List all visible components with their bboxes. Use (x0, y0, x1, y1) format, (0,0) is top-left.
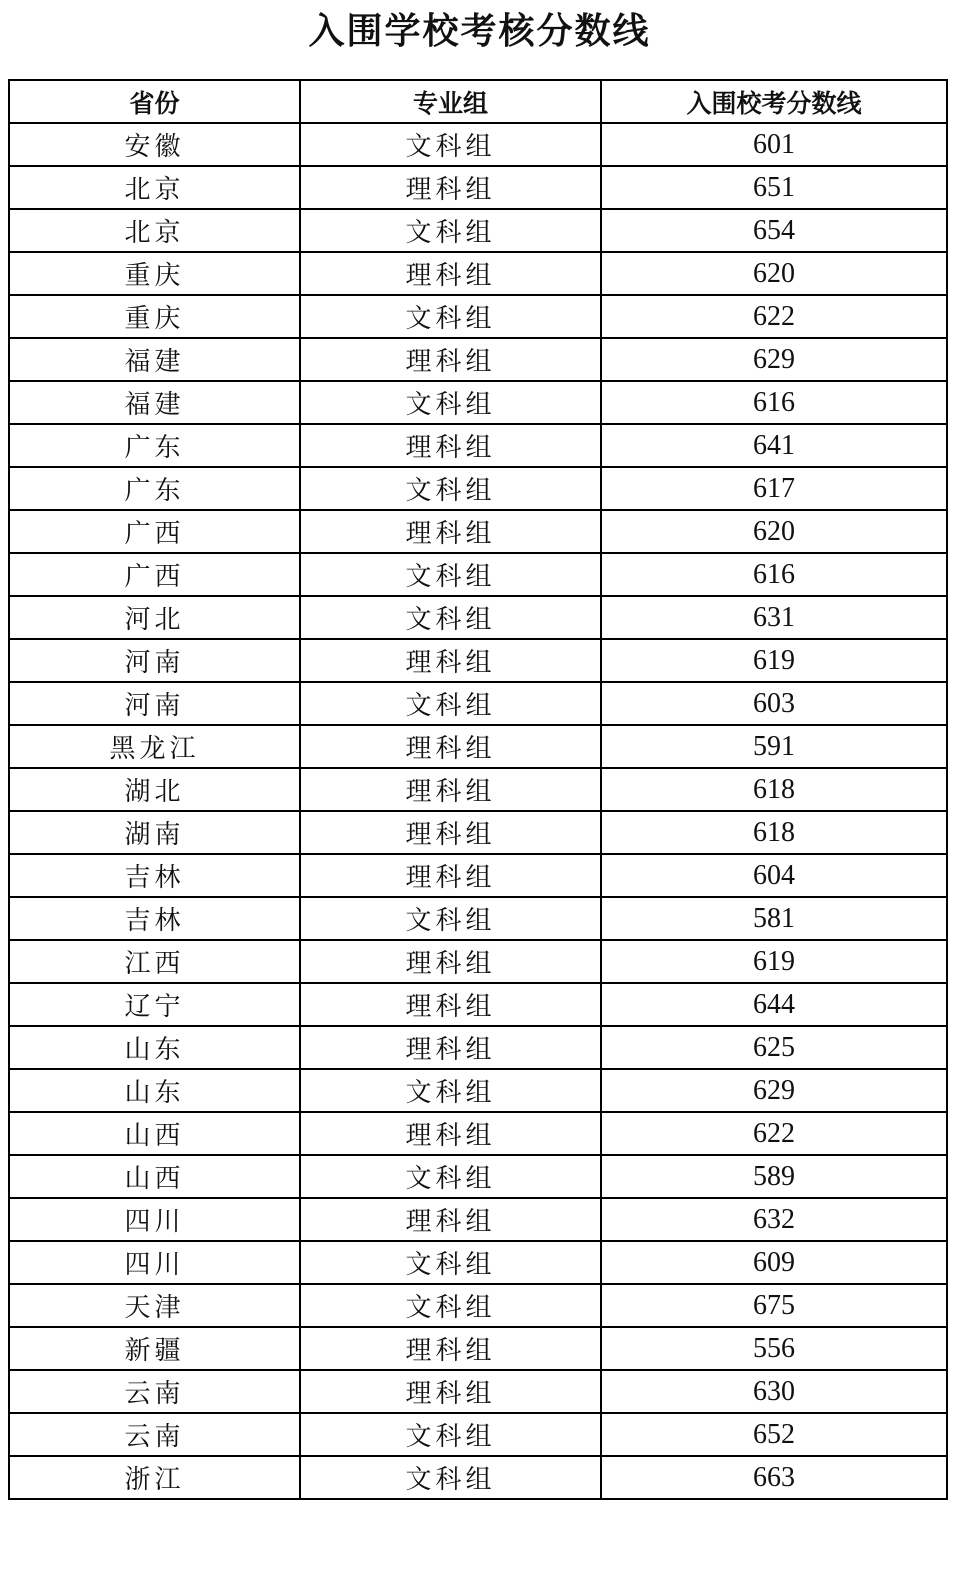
score-cell: 631 (601, 596, 947, 639)
score-cell: 652 (601, 1413, 947, 1456)
group-cell: 文科组 (300, 1413, 601, 1456)
table-row (9, 1456, 947, 1499)
score-cell: 663 (601, 1456, 947, 1499)
table-row (9, 467, 947, 510)
province-cell: 吉林 (9, 854, 300, 897)
page-title: 入围学校考核分数线 (308, 11, 651, 52)
table-row (9, 725, 947, 768)
score-cell: 604 (601, 854, 947, 897)
table-row (9, 1155, 947, 1198)
group-cell: 理科组 (300, 639, 601, 682)
group-cell: 理科组 (300, 983, 601, 1026)
table-row (9, 1284, 947, 1327)
group-cell: 文科组 (300, 1284, 601, 1327)
table-row (9, 940, 947, 983)
province-cell: 河北 (9, 596, 300, 639)
column-header-score: 入围校考分数线 (601, 80, 947, 123)
group-cell: 理科组 (300, 252, 601, 295)
group-cell: 理科组 (300, 940, 601, 983)
group-cell: 文科组 (300, 123, 601, 166)
province-cell: 四川 (9, 1198, 300, 1241)
province-cell: 云南 (9, 1370, 300, 1413)
group-cell: 理科组 (300, 1327, 601, 1370)
province-cell: 重庆 (9, 252, 300, 295)
province-cell: 湖北 (9, 768, 300, 811)
score-cell: 622 (601, 295, 947, 338)
table-row (9, 639, 947, 682)
group-cell: 文科组 (300, 467, 601, 510)
score-cell: 651 (601, 166, 947, 209)
province-cell: 河南 (9, 639, 300, 682)
table-row (9, 1198, 947, 1241)
table-row (9, 424, 947, 467)
province-cell: 云南 (9, 1413, 300, 1456)
group-cell: 文科组 (300, 596, 601, 639)
score-cell: 625 (601, 1026, 947, 1069)
group-cell: 文科组 (300, 1155, 601, 1198)
group-cell: 文科组 (300, 897, 601, 940)
province-cell: 河南 (9, 682, 300, 725)
group-cell: 文科组 (300, 1241, 601, 1284)
province-cell: 江西 (9, 940, 300, 983)
score-cell: 619 (601, 940, 947, 983)
score-cell: 609 (601, 1241, 947, 1284)
score-cell: 556 (601, 1327, 947, 1370)
province-cell: 辽宁 (9, 983, 300, 1026)
group-cell: 理科组 (300, 1112, 601, 1155)
table-row (9, 209, 947, 252)
group-cell: 文科组 (300, 295, 601, 338)
group-cell: 理科组 (300, 338, 601, 381)
score-cell: 644 (601, 983, 947, 1026)
table-row (9, 1241, 947, 1284)
score-cell: 618 (601, 768, 947, 811)
score-cell: 591 (601, 725, 947, 768)
score-cell: 620 (601, 252, 947, 295)
province-cell: 广东 (9, 467, 300, 510)
province-cell: 吉林 (9, 897, 300, 940)
province-cell: 安徽 (9, 123, 300, 166)
province-cell: 重庆 (9, 295, 300, 338)
column-header-province: 省份 (9, 80, 300, 123)
province-cell: 北京 (9, 166, 300, 209)
group-cell: 理科组 (300, 768, 601, 811)
table-row (9, 854, 947, 897)
table-header-row (9, 80, 947, 123)
group-cell: 理科组 (300, 166, 601, 209)
score-cell: 622 (601, 1112, 947, 1155)
group-cell: 理科组 (300, 424, 601, 467)
table-row (9, 123, 947, 166)
province-cell: 黑龙江 (9, 725, 300, 768)
province-cell: 山西 (9, 1155, 300, 1198)
province-cell: 四川 (9, 1241, 300, 1284)
table-row (9, 1413, 947, 1456)
table-row (9, 338, 947, 381)
score-cell: 601 (601, 123, 947, 166)
province-cell: 广东 (9, 424, 300, 467)
group-cell: 文科组 (300, 381, 601, 424)
score-cell: 581 (601, 897, 947, 940)
group-cell: 文科组 (300, 1069, 601, 1112)
province-cell: 山东 (9, 1069, 300, 1112)
province-cell: 浙江 (9, 1456, 300, 1499)
table-row (9, 381, 947, 424)
table-row (9, 596, 947, 639)
group-cell: 理科组 (300, 510, 601, 553)
group-cell: 理科组 (300, 1370, 601, 1413)
group-cell: 文科组 (300, 209, 601, 252)
table-row (9, 553, 947, 596)
score-table (8, 79, 948, 1500)
group-cell: 理科组 (300, 1198, 601, 1241)
province-cell: 山东 (9, 1026, 300, 1069)
group-cell: 理科组 (300, 1026, 601, 1069)
score-cell: 603 (601, 682, 947, 725)
province-cell: 广西 (9, 553, 300, 596)
table-row (9, 1026, 947, 1069)
table-row (9, 1327, 947, 1370)
score-cell: 620 (601, 510, 947, 553)
table-row (9, 768, 947, 811)
group-cell: 文科组 (300, 682, 601, 725)
score-cell: 629 (601, 1069, 947, 1112)
score-cell: 616 (601, 381, 947, 424)
province-cell: 福建 (9, 338, 300, 381)
province-cell: 新疆 (9, 1327, 300, 1370)
score-cell: 629 (601, 338, 947, 381)
table-row (9, 897, 947, 940)
score-cell: 616 (601, 553, 947, 596)
column-header-group: 专业组 (300, 80, 601, 123)
score-cell: 632 (601, 1198, 947, 1241)
score-cell: 618 (601, 811, 947, 854)
table-row (9, 166, 947, 209)
table-row (9, 510, 947, 553)
province-cell: 北京 (9, 209, 300, 252)
group-cell: 理科组 (300, 811, 601, 854)
group-cell: 理科组 (300, 725, 601, 768)
table-body (9, 123, 947, 1499)
group-cell: 文科组 (300, 553, 601, 596)
province-cell: 天津 (9, 1284, 300, 1327)
province-cell: 福建 (9, 381, 300, 424)
table-row (9, 983, 947, 1026)
table-row (9, 1112, 947, 1155)
group-cell: 理科组 (300, 854, 601, 897)
score-cell: 589 (601, 1155, 947, 1198)
score-cell: 619 (601, 639, 947, 682)
table-row (9, 252, 947, 295)
table-row (9, 295, 947, 338)
province-cell: 湖南 (9, 811, 300, 854)
score-cell: 675 (601, 1284, 947, 1327)
table-row (9, 682, 947, 725)
score-cell: 654 (601, 209, 947, 252)
score-cell: 617 (601, 467, 947, 510)
table-row (9, 1370, 947, 1413)
province-cell: 广西 (9, 510, 300, 553)
table-row (9, 1069, 947, 1112)
province-cell: 山西 (9, 1112, 300, 1155)
score-cell: 641 (601, 424, 947, 467)
score-cell: 630 (601, 1370, 947, 1413)
table-row (9, 811, 947, 854)
group-cell: 文科组 (300, 1456, 601, 1499)
